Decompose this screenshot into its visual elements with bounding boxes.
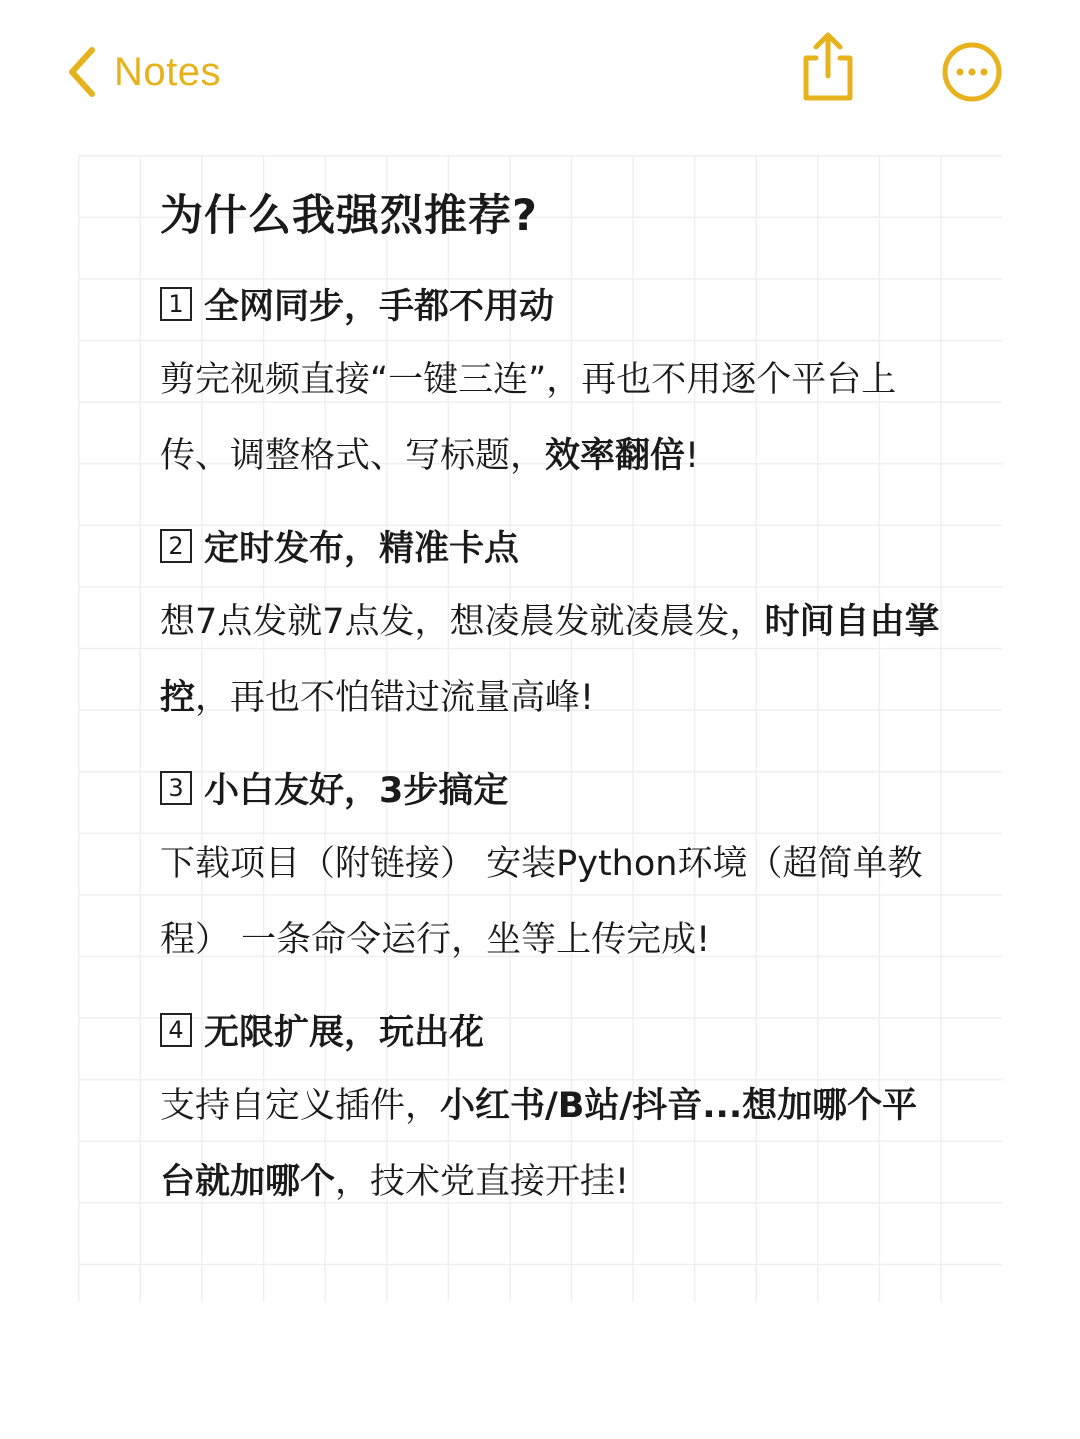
navigation-bar (0, 0, 1080, 140)
number-badge: 3 (160, 771, 192, 805)
section-body: 剪完视频直接“一键三连”，再也不用逐个平台上传、调整格式、写标题，效率翻倍! (160, 360, 897, 476)
back-button[interactable] (66, 40, 221, 104)
section-heading (160, 508, 950, 584)
share-button[interactable] (796, 30, 860, 102)
section-body: 支持自定义插件，小红书/B站/抖音...想加哪个平台就加哪个，技术党直接开挂! (160, 1086, 918, 1202)
share-icon (796, 87, 860, 106)
section-heading-text: 定时发布，精准卡点 (204, 529, 520, 569)
chevron-left-icon (66, 46, 96, 98)
number-badge: 2 (160, 529, 192, 563)
section-heading (160, 750, 950, 826)
section-body: 想7点发就7点发，想凌晨发就凌晨发，时间自由掌控，再也不怕错过流量高峰! (160, 602, 940, 718)
note-title: 为什么我强烈推荐? (160, 191, 538, 241)
section-heading (160, 266, 950, 342)
section-heading-text: 小白友好，3步搞定 (204, 771, 509, 811)
note-content[interactable] (160, 180, 950, 1220)
section-heading (160, 992, 950, 1068)
section-body: 下载项目（附链接） 安装Python环境（超简单教程） 一条命令运行，坐等上传完成! (160, 844, 923, 960)
section-heading-text: 全网同步，手都不用动 (204, 287, 555, 327)
number-badge: 4 (160, 1013, 192, 1047)
more-button[interactable] (940, 40, 1004, 104)
back-label: Notes (114, 49, 221, 94)
more-icon (940, 89, 1004, 108)
number-badge: 1 (160, 287, 192, 321)
section-heading-text: 无限扩展，玩出花 (204, 1013, 485, 1053)
